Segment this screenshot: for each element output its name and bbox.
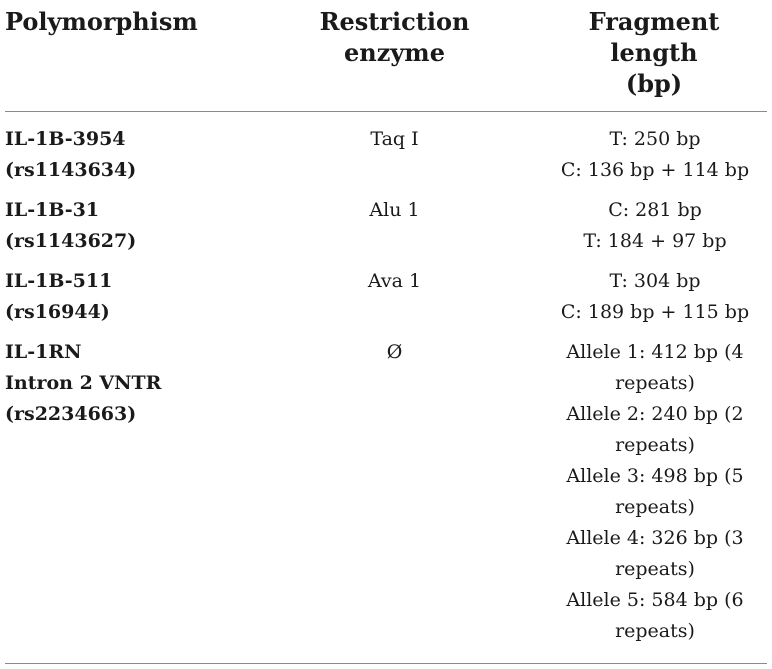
polymorphism-rs-id: (rs2234663) [5,403,137,425]
fragment-line: Allele 1: 412 bp (4 [566,341,744,363]
header-enzyme-line1: Restriction [319,7,470,36]
header-fragment-line1: Fragment length [588,7,720,67]
fragment-line: repeats) [615,434,695,456]
fragment-line: repeats) [615,558,695,580]
fragment-line: C: 281 bp [608,199,702,221]
enzyme-name: Ava 1 [367,270,422,292]
fragment-line: Allele 2: 240 bp (2 [566,403,744,425]
polymorphism-name: IL-1B-31 [5,199,100,221]
polymorphism-cell [5,112,258,196]
polymorphism-cell [5,195,258,266]
fragment-line: repeats) [615,496,695,518]
polymorphism-name: IL-1RN [5,341,82,363]
header-row [5,0,767,112]
header-enzyme-line2: enzyme [344,38,445,67]
polymorphism-table [5,0,767,664]
table-row [5,337,767,664]
polymorphism-subname: Intron 2 VNTR [5,372,162,394]
enzyme-cell [258,195,531,266]
fragment-line: Allele 3: 498 bp (5 [566,465,744,487]
enzyme-name: Taq I [370,128,419,150]
polymorphism-rs-id: (rs1143627) [5,230,137,252]
enzyme-name: Alu 1 [369,199,420,221]
polymorphism-cell [5,266,258,337]
fragment-line: T: 184 + 97 bp [583,230,727,252]
enzyme-cell [258,337,531,664]
header-polymorphism-label: Polymorphism [5,7,198,36]
table-body [5,112,767,664]
fragment-cell [531,195,767,266]
polymorphism-name: IL-1B-3954 [5,128,126,150]
fragment-cell [531,337,767,664]
fragment-line: T: 304 bp [609,270,701,292]
fragment-line: T: 250 bp [609,128,701,150]
table-row [5,195,767,266]
table-row [5,266,767,337]
fragment-line: C: 136 bp + 114 bp [560,159,750,181]
fragment-line: Allele 5: 584 bp (6 [566,589,744,611]
fragment-cell [531,112,767,196]
polymorphism-name: IL-1B-511 [5,270,113,292]
polymorphism-rs-id: (rs16944) [5,301,110,323]
fragment-line: C: 189 bp + 115 bp [560,301,750,323]
header-fragment-line2: (bp) [625,69,683,98]
header-fragment-length [531,0,767,112]
fragment-line: repeats) [615,620,695,642]
polymorphism-rs-id: (rs1143634) [5,159,137,181]
header-polymorphism [5,0,258,112]
fragment-line: Allele 4: 326 bp (3 [566,527,744,549]
fragment-cell [531,266,767,337]
enzyme-cell [258,112,531,196]
enzyme-name: Ø [386,341,403,363]
table-header [5,0,767,112]
header-restriction-enzyme [258,0,531,112]
enzyme-cell [258,266,531,337]
fragment-line: repeats) [615,372,695,394]
table-row [5,112,767,196]
polymorphism-cell [5,337,258,664]
